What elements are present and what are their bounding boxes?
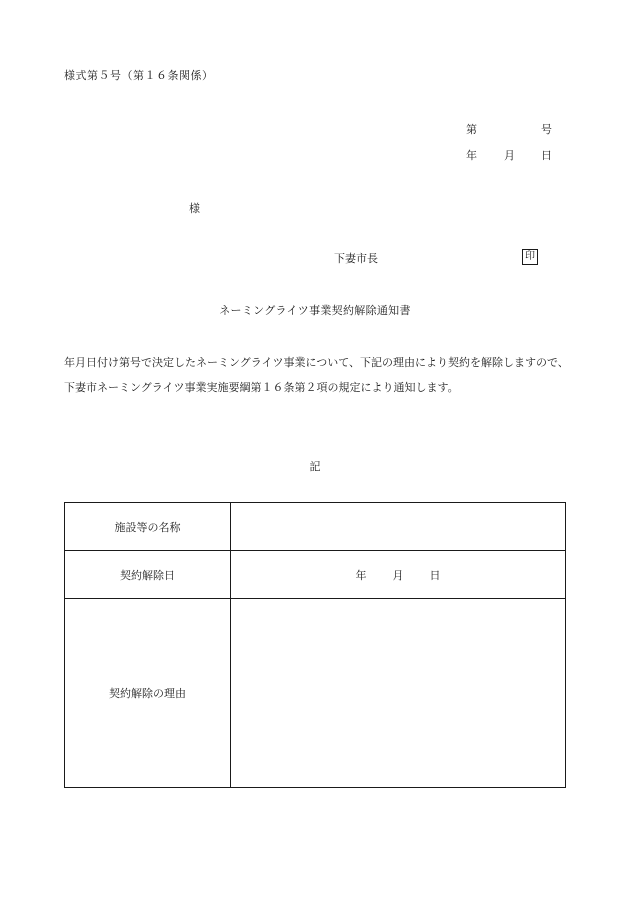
- form-label: 様式第５号（第１６条関係）: [64, 69, 214, 82]
- termination-reason-label: 契約解除の理由: [65, 599, 231, 788]
- doc-number-dai: 第: [466, 123, 477, 136]
- body-rest: の理由により契約を解除しますので、下妻市ネーミングライツ事業実施要綱第１６条第２項の規定により通知します。: [64, 356, 569, 394]
- termination-day: 日: [429, 568, 441, 582]
- date-day: 日: [541, 149, 552, 162]
- document-title: ネーミングライツ事業契約解除通知書: [219, 304, 411, 317]
- table-row: [65, 503, 566, 551]
- termination-year: 年: [355, 568, 367, 582]
- doc-number-go: 号: [541, 123, 552, 136]
- body-rest-line1: 号で決定したネーミングライツ事業について、下記: [130, 356, 383, 369]
- date-year: 年: [466, 149, 477, 162]
- termination-reason-value: [231, 599, 566, 788]
- body-dated: 日付け第: [86, 356, 130, 369]
- addressee-suffix: 様: [189, 202, 200, 215]
- body-paragraph: [64, 350, 576, 400]
- seal-mark: 印: [522, 249, 538, 265]
- facility-name-label: 施設等の名称: [65, 503, 231, 551]
- termination-month: 月: [392, 568, 404, 582]
- table-row: [65, 599, 566, 788]
- ki-heading: 記: [309, 460, 321, 473]
- body-month: 月: [75, 356, 86, 369]
- body-year: 年: [64, 356, 75, 369]
- date-month: 月: [504, 149, 515, 162]
- table-row: [65, 551, 566, 599]
- termination-date-value: [231, 551, 566, 599]
- facility-name-value: [231, 503, 566, 551]
- sender-title: 下妻市長: [334, 252, 378, 265]
- termination-date-label: 契約解除日: [65, 551, 231, 599]
- info-table: [64, 502, 566, 788]
